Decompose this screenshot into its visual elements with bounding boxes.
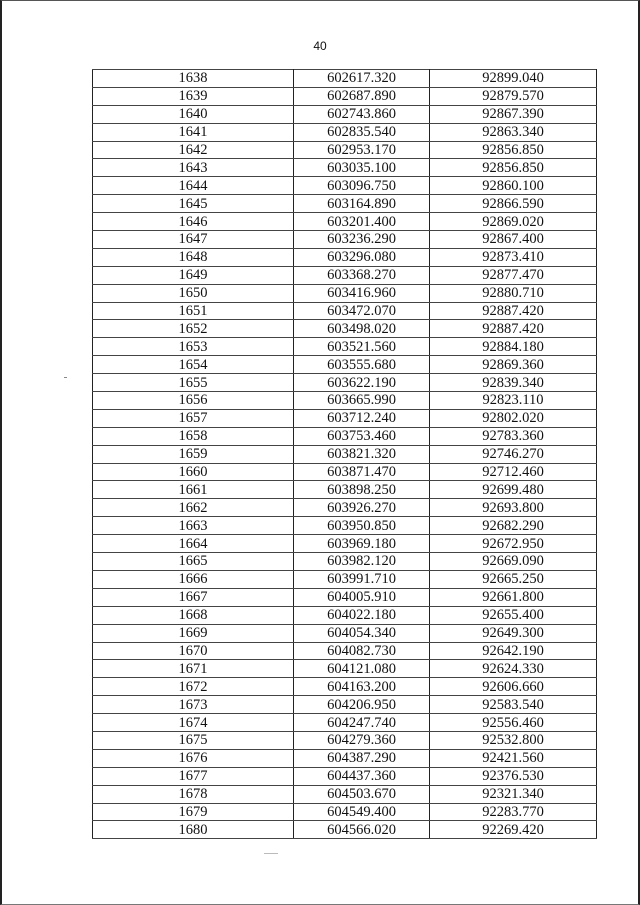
y-coordinate-cell: 92376.530 [430, 767, 597, 785]
point-number-cell: 1668 [93, 606, 294, 624]
table-row [93, 231, 597, 249]
x-coordinate-cell: 602687.890 [294, 87, 430, 105]
x-coordinate-cell: 603871.470 [294, 463, 430, 481]
point-number-cell: 1659 [93, 445, 294, 463]
y-coordinate-cell: 92863.340 [430, 123, 597, 141]
table-row [93, 141, 597, 159]
y-coordinate-cell: 92887.420 [430, 320, 597, 338]
x-coordinate-cell: 602617.320 [294, 70, 430, 88]
table-row [93, 70, 597, 88]
x-coordinate-cell: 603926.270 [294, 499, 430, 517]
x-coordinate-cell: 604437.360 [294, 767, 430, 785]
x-coordinate-cell: 603982.120 [294, 553, 430, 571]
table-row [93, 749, 597, 767]
y-coordinate-cell: 92823.110 [430, 392, 597, 410]
page-number: 40 [313, 39, 327, 53]
point-number-cell: 1670 [93, 642, 294, 660]
y-coordinate-cell: 92899.040 [430, 70, 597, 88]
table-row [93, 409, 597, 427]
x-coordinate-cell: 602743.860 [294, 105, 430, 123]
x-coordinate-cell: 603416.960 [294, 284, 430, 302]
y-coordinate-cell: 92866.590 [430, 195, 597, 213]
coordinates-table-body [93, 70, 597, 839]
y-coordinate-cell: 92693.800 [430, 499, 597, 517]
x-coordinate-cell: 604549.400 [294, 803, 430, 821]
y-coordinate-cell: 92879.570 [430, 87, 597, 105]
x-coordinate-cell: 603472.070 [294, 302, 430, 320]
table-row [93, 731, 597, 749]
x-coordinate-cell: 603236.290 [294, 231, 430, 249]
table-row [93, 356, 597, 374]
y-coordinate-cell: 92884.180 [430, 338, 597, 356]
table-row [93, 284, 597, 302]
point-number-cell: 1677 [93, 767, 294, 785]
table-row [93, 642, 597, 660]
y-coordinate-cell: 92583.540 [430, 696, 597, 714]
point-number-cell: 1648 [93, 248, 294, 266]
y-coordinate-cell: 92532.800 [430, 731, 597, 749]
point-number-cell: 1640 [93, 105, 294, 123]
x-coordinate-cell: 604279.360 [294, 731, 430, 749]
y-coordinate-cell: 92869.020 [430, 213, 597, 231]
point-number-cell: 1643 [93, 159, 294, 177]
table-row [93, 87, 597, 105]
x-coordinate-cell: 603201.400 [294, 213, 430, 231]
table-row [93, 678, 597, 696]
x-coordinate-cell: 602953.170 [294, 141, 430, 159]
table-row [93, 517, 597, 535]
x-coordinate-cell: 604387.290 [294, 749, 430, 767]
table-row [93, 338, 597, 356]
point-number-cell: 1663 [93, 517, 294, 535]
point-number-cell: 1658 [93, 427, 294, 445]
y-coordinate-cell: 92869.360 [430, 356, 597, 374]
table-row [93, 177, 597, 195]
x-coordinate-cell: 603164.890 [294, 195, 430, 213]
table-row [93, 445, 597, 463]
table-row [93, 767, 597, 785]
table-row [93, 714, 597, 732]
point-number-cell: 1647 [93, 231, 294, 249]
x-coordinate-cell: 603821.320 [294, 445, 430, 463]
point-number-cell: 1672 [93, 678, 294, 696]
y-coordinate-cell: 92283.770 [430, 803, 597, 821]
y-coordinate-cell: 92746.270 [430, 445, 597, 463]
x-coordinate-cell: 603950.850 [294, 517, 430, 535]
x-coordinate-cell: 604163.200 [294, 678, 430, 696]
x-coordinate-cell: 604082.730 [294, 642, 430, 660]
y-coordinate-cell: 92887.420 [430, 302, 597, 320]
x-coordinate-cell: 603665.990 [294, 392, 430, 410]
x-coordinate-cell: 604206.950 [294, 696, 430, 714]
y-coordinate-cell: 92649.300 [430, 624, 597, 642]
y-coordinate-cell: 92661.800 [430, 588, 597, 606]
table-row [93, 123, 597, 141]
table-row [93, 463, 597, 481]
x-coordinate-cell: 603296.080 [294, 248, 430, 266]
point-number-cell: 1661 [93, 481, 294, 499]
point-number-cell: 1645 [93, 195, 294, 213]
x-coordinate-cell: 603096.750 [294, 177, 430, 195]
table-row [93, 606, 597, 624]
table-row [93, 392, 597, 410]
x-coordinate-cell: 603368.270 [294, 266, 430, 284]
point-number-cell: 1650 [93, 284, 294, 302]
table-row [93, 427, 597, 445]
table-row [93, 499, 597, 517]
y-coordinate-cell: 92665.250 [430, 570, 597, 588]
x-coordinate-cell: 603555.680 [294, 356, 430, 374]
x-coordinate-cell: 603521.560 [294, 338, 430, 356]
x-coordinate-cell: 603898.250 [294, 481, 430, 499]
y-coordinate-cell: 92856.850 [430, 159, 597, 177]
x-coordinate-cell: 604054.340 [294, 624, 430, 642]
y-coordinate-cell: 92802.020 [430, 409, 597, 427]
point-number-cell: 1639 [93, 87, 294, 105]
y-coordinate-cell: 92421.560 [430, 749, 597, 767]
point-number-cell: 1673 [93, 696, 294, 714]
point-number-cell: 1641 [93, 123, 294, 141]
table-row [93, 570, 597, 588]
point-number-cell: 1676 [93, 749, 294, 767]
y-coordinate-cell: 92672.950 [430, 535, 597, 553]
table-row [93, 213, 597, 231]
point-number-cell: 1662 [93, 499, 294, 517]
point-number-cell: 1653 [93, 338, 294, 356]
y-coordinate-cell: 92655.400 [430, 606, 597, 624]
table-row [93, 266, 597, 284]
point-number-cell: 1655 [93, 374, 294, 392]
scan-artifact [64, 377, 67, 378]
x-coordinate-cell: 603991.710 [294, 570, 430, 588]
point-number-cell: 1667 [93, 588, 294, 606]
point-number-cell: 1638 [93, 70, 294, 88]
point-number-cell: 1665 [93, 553, 294, 571]
table-row [93, 624, 597, 642]
y-coordinate-cell: 92556.460 [430, 714, 597, 732]
point-number-cell: 1652 [93, 320, 294, 338]
point-number-cell: 1654 [93, 356, 294, 374]
scan-artifact [264, 853, 278, 854]
y-coordinate-cell: 92783.360 [430, 427, 597, 445]
table-row [93, 320, 597, 338]
point-number-cell: 1679 [93, 803, 294, 821]
x-coordinate-cell: 604005.910 [294, 588, 430, 606]
y-coordinate-cell: 92269.420 [430, 821, 597, 839]
table-row [93, 195, 597, 213]
y-coordinate-cell: 92606.660 [430, 678, 597, 696]
point-number-cell: 1674 [93, 714, 294, 732]
point-number-cell: 1646 [93, 213, 294, 231]
y-coordinate-cell: 92624.330 [430, 660, 597, 678]
table-row [93, 302, 597, 320]
y-coordinate-cell: 92877.470 [430, 266, 597, 284]
point-number-cell: 1664 [93, 535, 294, 553]
table-row [93, 374, 597, 392]
point-number-cell: 1675 [93, 731, 294, 749]
y-coordinate-cell: 92867.390 [430, 105, 597, 123]
table-row [93, 248, 597, 266]
y-coordinate-cell: 92682.290 [430, 517, 597, 535]
x-coordinate-cell: 604247.740 [294, 714, 430, 732]
y-coordinate-cell: 92867.400 [430, 231, 597, 249]
y-coordinate-cell: 92669.090 [430, 553, 597, 571]
point-number-cell: 1666 [93, 570, 294, 588]
y-coordinate-cell: 92880.710 [430, 284, 597, 302]
point-number-cell: 1671 [93, 660, 294, 678]
coordinates-table [92, 69, 597, 839]
x-coordinate-cell: 602835.540 [294, 123, 430, 141]
table-row [93, 588, 597, 606]
table-row [93, 696, 597, 714]
y-coordinate-cell: 92321.340 [430, 785, 597, 803]
y-coordinate-cell: 92642.190 [430, 642, 597, 660]
table-row [93, 803, 597, 821]
point-number-cell: 1642 [93, 141, 294, 159]
table-row [93, 785, 597, 803]
table-row [93, 159, 597, 177]
table-row [93, 660, 597, 678]
point-number-cell: 1669 [93, 624, 294, 642]
y-coordinate-cell: 92839.340 [430, 374, 597, 392]
table-row [93, 481, 597, 499]
point-number-cell: 1644 [93, 177, 294, 195]
x-coordinate-cell: 604022.180 [294, 606, 430, 624]
x-coordinate-cell: 603498.020 [294, 320, 430, 338]
table-row [93, 105, 597, 123]
x-coordinate-cell: 603035.100 [294, 159, 430, 177]
point-number-cell: 1678 [93, 785, 294, 803]
x-coordinate-cell: 604121.080 [294, 660, 430, 678]
y-coordinate-cell: 92860.100 [430, 177, 597, 195]
x-coordinate-cell: 603712.240 [294, 409, 430, 427]
table-row [93, 821, 597, 839]
x-coordinate-cell: 604503.670 [294, 785, 430, 803]
y-coordinate-cell: 92699.480 [430, 481, 597, 499]
x-coordinate-cell: 603969.180 [294, 535, 430, 553]
y-coordinate-cell: 92712.460 [430, 463, 597, 481]
point-number-cell: 1651 [93, 302, 294, 320]
table-row [93, 535, 597, 553]
y-coordinate-cell: 92856.850 [430, 141, 597, 159]
y-coordinate-cell: 92873.410 [430, 248, 597, 266]
point-number-cell: 1660 [93, 463, 294, 481]
point-number-cell: 1657 [93, 409, 294, 427]
point-number-cell: 1656 [93, 392, 294, 410]
x-coordinate-cell: 604566.020 [294, 821, 430, 839]
x-coordinate-cell: 603753.460 [294, 427, 430, 445]
point-number-cell: 1680 [93, 821, 294, 839]
table-row [93, 553, 597, 571]
point-number-cell: 1649 [93, 266, 294, 284]
x-coordinate-cell: 603622.190 [294, 374, 430, 392]
